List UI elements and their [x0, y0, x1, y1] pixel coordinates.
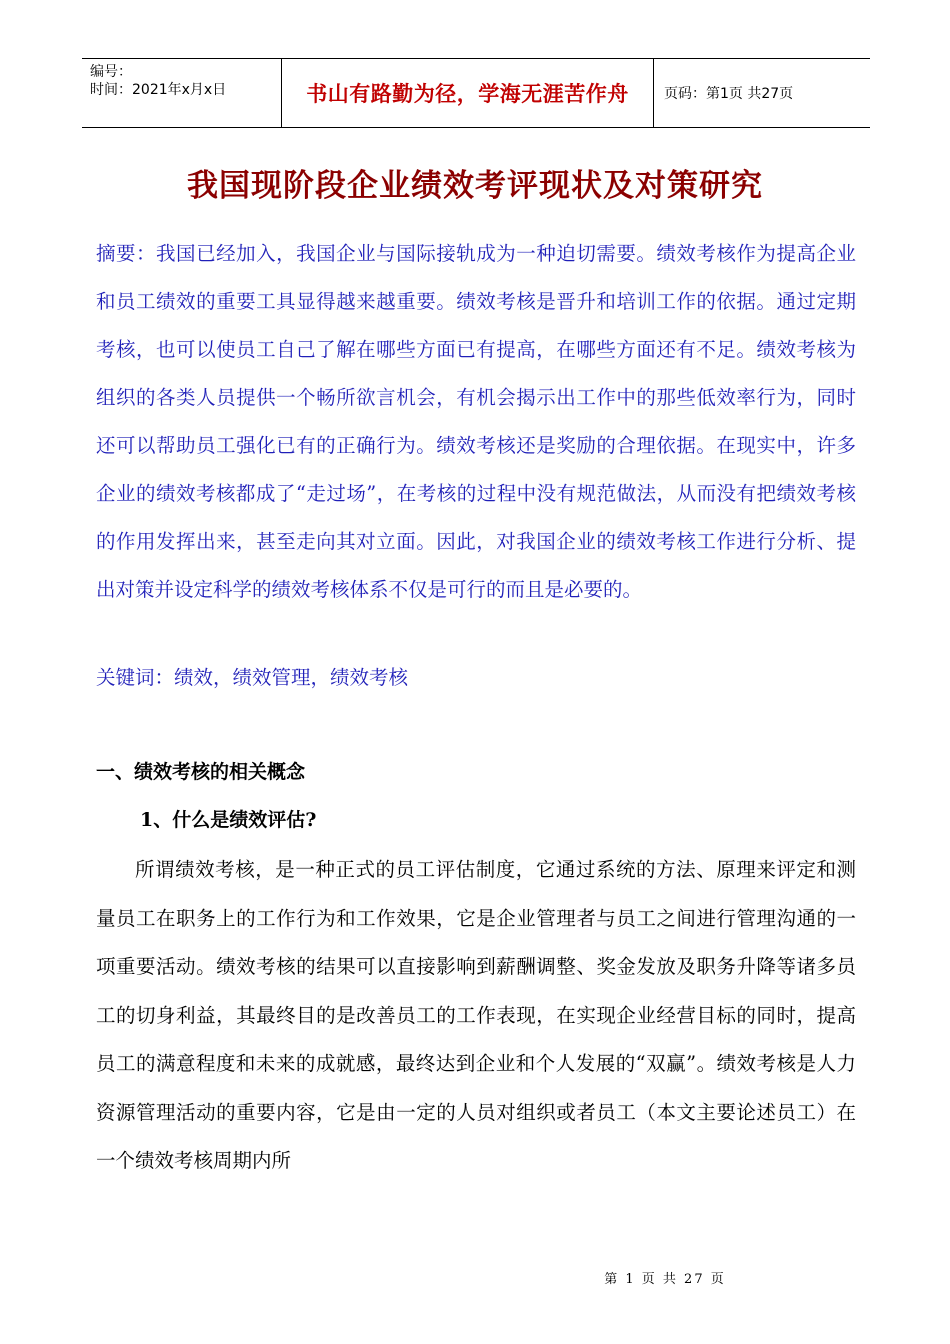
- footer-page-number: 第 1 页 共 27 页: [604, 1272, 726, 1287]
- header-page-info: 页码：第1页 共27页: [664, 86, 794, 102]
- abstract-paragraph: 摘要：我国已经加入，我国企业与国际接轨成为一种迫切需要。绩效考核作为提高企业和员工绩效的重要工具显得越来越重要。绩效考核是晋升和培训工作的依据。通过定期考核，也可以使员工自己了解在哪些方面已有提高，在哪些方面还有不足。绩效考核为组织的各类人员提供一个畅所欲言机会，有机会揭示出工作中的那些低效率行为，同时还可以帮助员工强化已有的正确行为。绩效考核还是奖励的合理依据。在现实中，许多企业的绩效考核都成了“走过场”，在考核的过程中没有规范做法，从而没有把绩效考核的作用发挥出来，甚至走向其对立面。因此，对我国企业的绩效考核工作进行分析、提出对策并设定科学的绩效考核体系不仅是可行的而且是必要的。: [96, 242, 856, 601]
- document-title: 我国现阶段企业绩效考评现状及对策研究: [187, 168, 763, 204]
- date-label: 时间：2021年x月x日: [90, 82, 227, 98]
- keywords-line: 关键词：绩效，绩效管理，绩效考核: [96, 666, 409, 689]
- header-motto: 书山有路勤为径，学海无涯苦作舟: [282, 59, 654, 127]
- body-paragraph: 所谓绩效考核，是一种正式的员工评估制度，它通过系统的方法、原理来评定和测量员工在职务上的工作行为和工作效果，它是企业管理者与员工之间进行管理沟通的一项重要活动。绩效考核的结果可以直接影响到薪酬调整、奖金发放及职务升降等诸多员工的切身利益，其最终目的是改善员工的工作表现，在实现企业经营目标的同时，提高员工的满意程度和未来的成就感，最终达到企业和个人发展的“双赢”。绩效考核是人力资源管理活动的重要内容，它是由一定的人员对组织或者员工（本文主要论述员工）在一个绩效考核周期内所: [96, 858, 856, 1172]
- page-footer: [0, 1268, 950, 1287]
- header-meta: [82, 59, 282, 127]
- section-heading: 一、绩效考核的相关概念: [96, 761, 306, 783]
- subsection-heading: 1、什么是绩效评估?: [140, 809, 317, 831]
- page-header: [82, 58, 870, 128]
- serial-number-label: 编号：: [90, 64, 132, 80]
